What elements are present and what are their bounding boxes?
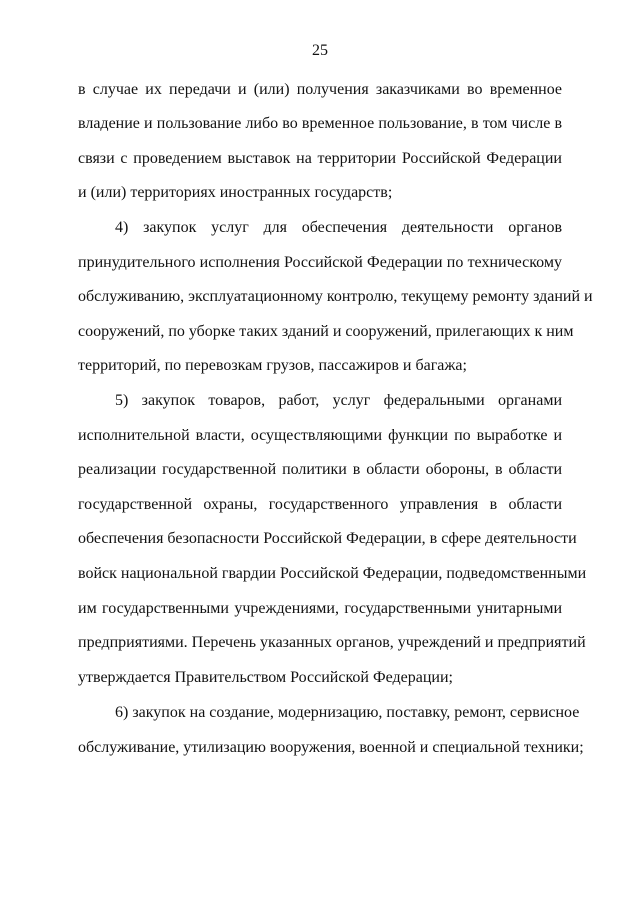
paragraph-6-first-line: 6) закупок на создание, модернизацию, поставку, ремонт, сервисное [115,704,580,721]
text-line: обслуживанию, эксплуатационному контролю, текущему ремонту зданий и [78,288,593,305]
text-line: исполнительной власти, осуществляющими функции по выработке и [78,427,562,444]
text-line: и (или) территориях иностранных государств; [78,184,393,201]
page-number: 25 [312,42,328,59]
text-line: территорий, по перевозкам грузов, пассажиров и багажа; [78,357,467,374]
text-line: предприятиями. Перечень указанных органов, учреждений и предприятий [78,634,586,651]
text-line: им государственными учреждениями, государственными унитарными [78,600,562,617]
text-line: реализации государственной политики в области обороны, в области [78,461,562,478]
text-line: в случае их передачи и (или) получения заказчиками во временное [78,81,562,98]
paragraph-5-first-line: 5) закупок товаров, работ, услуг федеральными органами [115,392,562,409]
text-line: сооружений, по уборке таких зданий и сооружений, прилегающих к ним [78,323,574,340]
text-line: владение и пользование либо во временное пользование, в том числе в [78,115,562,132]
text-line: принудительного исполнения Российской Федерации по техническому [78,254,562,271]
text-line: войск национальной гвардии Российской Федерации, подведомственными [78,565,587,582]
text-line: утверждается Правительством Российской Федерации; [78,669,453,686]
text-line: обеспечения безопасности Российской Федерации, в сфере деятельности [78,530,577,547]
text-line: обслуживание, утилизацию вооружения, военной и специальной техники; [78,739,584,756]
text-line: государственной охраны, государственного управления в области [78,496,562,513]
paragraph-4-first-line: 4) закупок услуг для обеспечения деятельности органов [115,219,562,236]
text-line: связи с проведением выставок на территории Российской Федерации [78,150,562,167]
